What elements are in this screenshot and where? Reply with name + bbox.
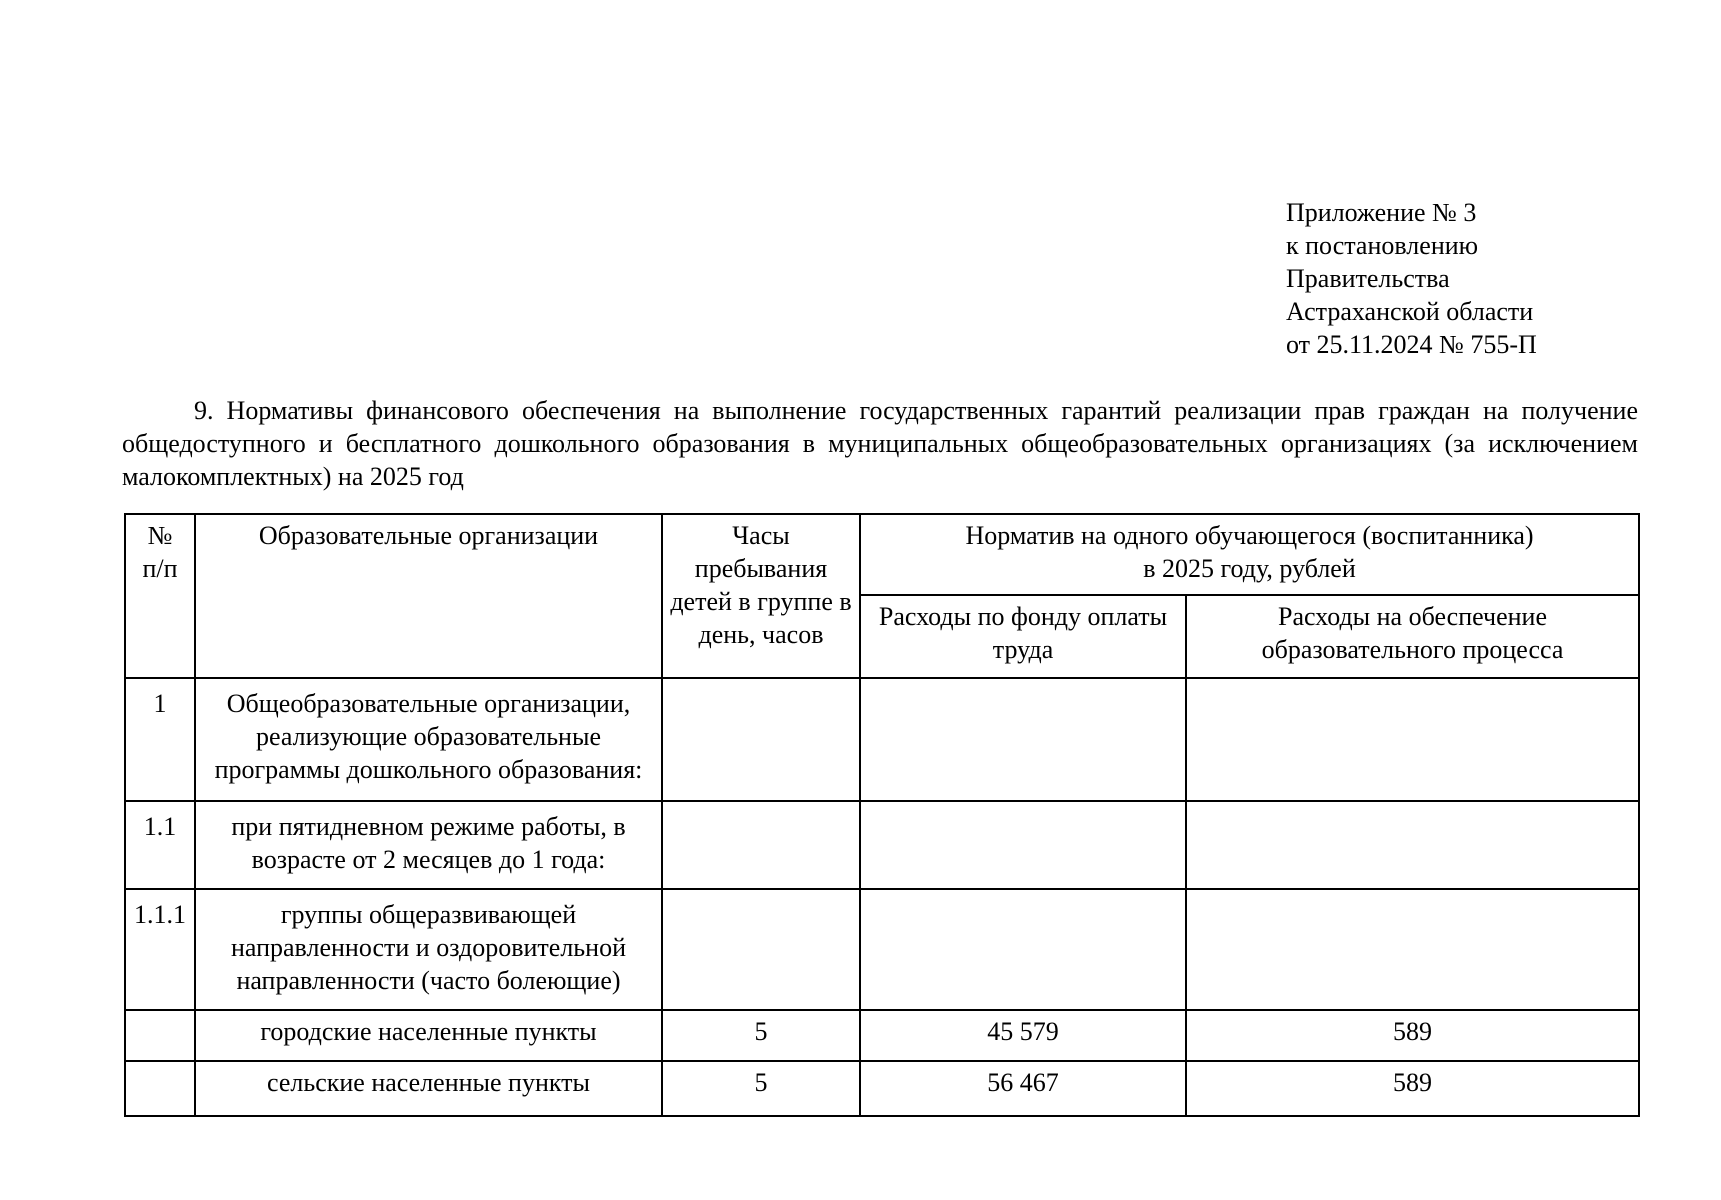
appendix-block xyxy=(1286,196,1537,361)
appendix-line: Астраханской области xyxy=(1286,297,1534,326)
row-number: 1.1 xyxy=(125,801,195,889)
document-heading: 9. Нормативы финансового обеспечения на выполнение государственных гарантий реализации прав граждан на получение общедоступного и бесплатного дошкольного образования в муниципальных общеобразовательных организациях (за исключением малокомплектных) на 2025 год xyxy=(122,396,1638,491)
row-payroll: 56 467 xyxy=(860,1061,1186,1116)
row-name: группы общеразвивающей направленности и оздоровительной направленности (часто болеющие) xyxy=(195,889,662,1010)
table-header-row xyxy=(125,514,1639,595)
table-row xyxy=(125,678,1639,801)
row-name: сельские населенные пункты xyxy=(195,1061,662,1116)
header-process: Расходы на обеспечение образовательного процесса xyxy=(1186,595,1639,678)
appendix-line: Правительства xyxy=(1286,264,1450,293)
header-organizations: Образовательные организации xyxy=(195,514,662,678)
header-hours: Часы пребывания детей в группе в день, часов xyxy=(662,514,860,678)
row-number xyxy=(125,1061,195,1116)
header-norm-line1: Норматив на одного обучающегося (воспитанника) xyxy=(965,521,1534,550)
row-payroll xyxy=(860,801,1186,889)
norms-table xyxy=(124,513,1640,1117)
row-process: 589 xyxy=(1186,1010,1639,1061)
row-hours: 5 xyxy=(662,1061,860,1116)
row-hours: 5 xyxy=(662,1010,860,1061)
row-process xyxy=(1186,801,1639,889)
header-number-line1: № xyxy=(147,521,173,550)
row-name: городские населенные пункты xyxy=(195,1010,662,1061)
row-hours xyxy=(662,889,860,1010)
row-payroll: 45 579 xyxy=(860,1010,1186,1061)
table-row xyxy=(125,889,1639,1010)
header-payroll: Расходы по фонду оплаты труда xyxy=(860,595,1186,678)
table-row xyxy=(125,1010,1639,1061)
row-number xyxy=(125,1010,195,1061)
row-name: Общеобразовательные организации, реализующие образовательные программы дошкольного образования: xyxy=(195,678,662,801)
table-row xyxy=(125,1061,1639,1116)
appendix-line: от 25.11.2024 № 755-П xyxy=(1286,330,1537,359)
row-number: 1.1.1 xyxy=(125,889,195,1010)
row-process: 589 xyxy=(1186,1061,1639,1116)
row-hours xyxy=(662,801,860,889)
appendix-line: к постановлению xyxy=(1286,231,1479,260)
row-process xyxy=(1186,678,1639,801)
header-norm-line2: в 2025 году, рублей xyxy=(1143,554,1356,583)
appendix-line: Приложение № 3 xyxy=(1286,198,1477,227)
table-row xyxy=(125,801,1639,889)
header-number xyxy=(125,514,195,678)
row-number: 1 xyxy=(125,678,195,801)
row-hours xyxy=(662,678,860,801)
row-process xyxy=(1186,889,1639,1010)
row-name: при пятидневном режиме работы, в возрасте от 2 месяцев до 1 года: xyxy=(195,801,662,889)
row-payroll xyxy=(860,889,1186,1010)
row-payroll xyxy=(860,678,1186,801)
header-norm xyxy=(860,514,1639,595)
header-number-line2: п/п xyxy=(142,554,178,583)
